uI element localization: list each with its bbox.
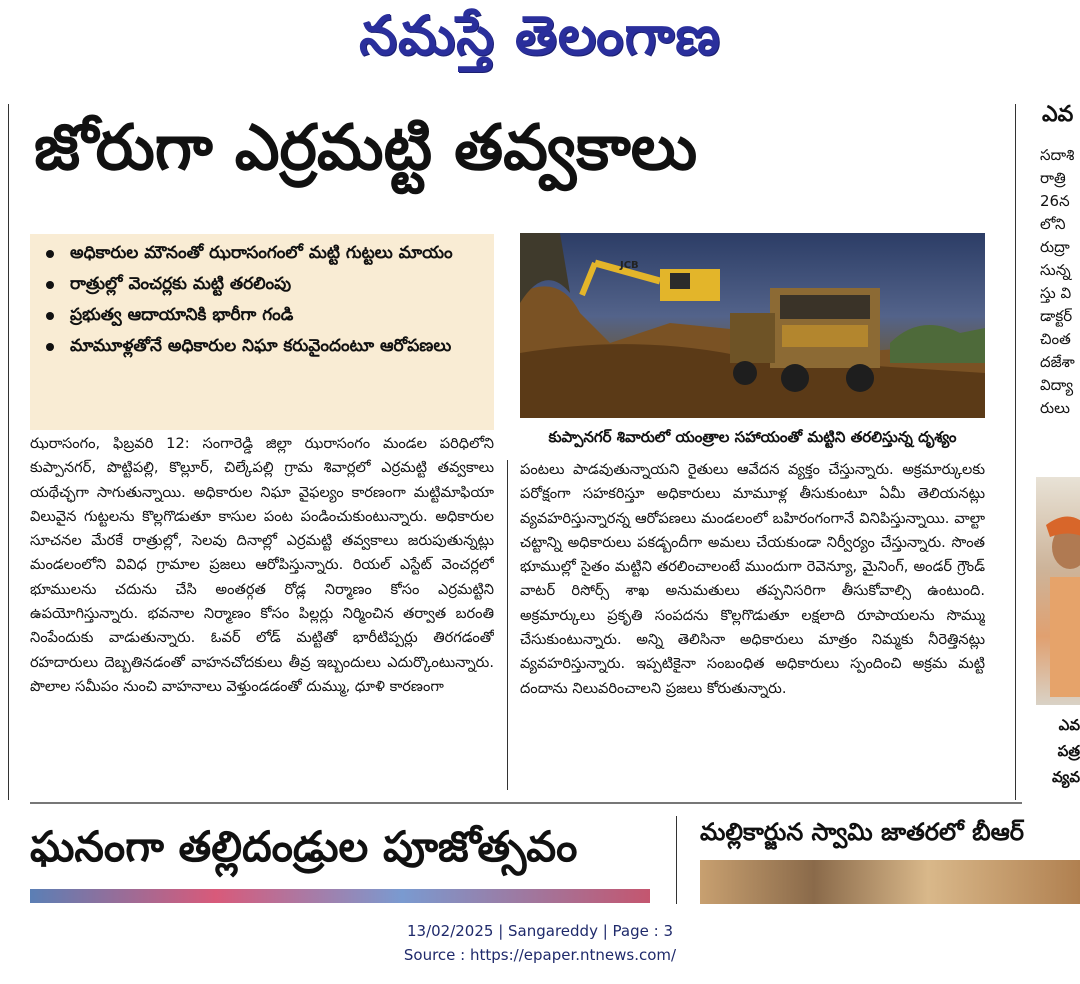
side-story-caption: ఎవ పత్ర వ్యవ bbox=[1051, 716, 1080, 786]
highlight-item: మామూళ్లతోనే అధికారుల నిఘా కరువైందంటూ ఆరోపణలు bbox=[40, 331, 484, 362]
bottom-column-rule bbox=[676, 816, 677, 904]
highlight-item: రాత్రుల్లో వెంచర్లకు మట్టి తరలింపు bbox=[40, 269, 484, 300]
footer-source: Source : https://epaper.ntnews.com/ bbox=[403, 946, 677, 964]
bottom-left-photo bbox=[30, 889, 650, 903]
newspaper-masthead: నమస్తే తెలంగాణ bbox=[359, 4, 721, 67]
article-right-column: పంటలు పాడవుతున్నాయని రైతులు ఆవేదన వ్యక్తం చేస్తున్నారు. అక్రమార్కులకు పరోక్షంగా సహకరిస్తూ అధికారులు మామూళ్ల తీసుకుంటూ ఏమీ తెలియనట్లు వ్యవహరిస్తున్నారన్న ఆరోపణలు మండలంలో బహిరంగంగానే వినిపిస్తున్నాయి. వాల్టా చట్టాన్ని అధికారులు పకడ్బందీగా అమలు చేయకుండా నిర్వీర్యం చేస్తున్నారు. సొంత భూముల్లో సైతం మట్టిని తరలించాలంటే ముందుగా రెవెన్యూ, మైనింగ్, అండర్ గ్రౌండ్ వాటర్ రిసోర్స్ శాఖ అనుమతులు తప్పనిసరిగా తీసుకోవాల్సి ఉంటుంది. అక్రమార్కులు ప్రకృతి సంపదను కొల్లగొడుతూ లక్షలాది రూపాయలను సొమ్ము చేసుకుంటున్నారు. అన్ని తెలిసినా అధికారులు మాత్రం నిమ్మకు నీరెత్తినట్లు వ్యవహరిస్తున్నారు. ఇప్పటికైనా సంబంధిత అధికారులు స్పందించి అక్రమ మట్టి దందాను నిలువరించాలని ప్రజలు కోరుతున్నారు. bbox=[520, 461, 985, 697]
left-column-rule bbox=[8, 104, 9, 800]
bottom-right-photo bbox=[700, 860, 1080, 904]
highlight-item: అధికారుల మౌనంతో ఝరాసంగంలో మట్టి గుట్టలు మాయం bbox=[40, 238, 484, 269]
article-left-column: ఝరాసంగం, ఫిబ్రవరి 12: సంగారెడ్డి జిల్లా ఝరాసంగం మండల పరిధిలోని కుప్పానగర్, పొట్టిపల్లి, కొల్లూర్, చిల్కేపల్లి గ్రామ శివార్లలో ఎర్రమట్టి తవ్వకాలు యథేచ్ఛగా సాగుతున్నాయి. అధికారుల నిఘా వైఫల్యం కారణంగా మట్టిమాఫియా విలువైన గుట్టలను కొల్లగొడుతూ కాసుల పంట పండించుకుంటున్నారు. అధికారుల సూచనల మేరకే రాత్రుల్లో, సెలవు దినాల్లో ఎర్రమట్టి తవ్వకాలు జరుపుతున్నట్లు మండలంలోని వివిధ గ్రామాల ప్రజలు ఆరోపిస్తున్నారు. రియల్ ఎస్టేట్ వెంచర్లలో భూములను చదును చేసి అంతర్గత రోడ్ల నిర్మాణం కోసం ఎర్రమట్టిని ఉపయోగిస్తున్నారు. భవనాల నిర్మాణం కోసం పిల్లర్లు నిర్మించిన తర్వాత బరంతి నింపేందుకు వాడుతున్నారు. ఓవర్ లోడ్ మట్టితో భారీటిప్పర్లు తిరగడంతో రహదారులు దెబ్బతినడంతో వాహనచోదకులు తీవ్ర ఇబ్బందులు ఎదుర్కొంటున్నారు. పొలాల సమీపం నుంచి వాహనాలు వెళ్తుండడంతో దుమ్ము, ధూళి కారణంగా bbox=[30, 435, 494, 695]
main-headline: జోరుగా ఎర్రమట్టి తవ్వకాలు bbox=[34, 111, 698, 184]
photo-caption: కుప్పానగర్ శివారులో యంత్రాల సహాయంతో మట్టిని తరలిస్తున్న దృశ్యం bbox=[548, 428, 957, 446]
highlight-item: ప్రభుత్వ ఆదాయానికి భారీగా గండి bbox=[40, 300, 484, 331]
news-photo bbox=[520, 233, 985, 418]
footer-date-page: 13/02/2025 | Sangareddy | Page : 3 bbox=[406, 922, 673, 940]
bottom-right-headline: మల్లికార్జున స్వామి జాతరలో బీఆర్ bbox=[700, 818, 1024, 846]
highlights-box bbox=[30, 234, 494, 430]
section-divider bbox=[30, 802, 1022, 804]
side-story-text: సదాశి రాత్రి 26న లోని రుద్రా సున్న స్తు వి డాక్టర్ చింత దజేశా విద్యా రులు bbox=[1040, 146, 1075, 417]
right-column-rule bbox=[1015, 104, 1016, 800]
side-story-title: ఎవ bbox=[1042, 102, 1074, 127]
bottom-left-headline: ఘనంగా తల్లిదండ్రుల పూజోత్సవం bbox=[30, 822, 578, 871]
jcb-logo: JCB bbox=[620, 260, 639, 271]
side-story-portrait bbox=[1036, 477, 1080, 705]
article-column-rule bbox=[507, 460, 508, 790]
